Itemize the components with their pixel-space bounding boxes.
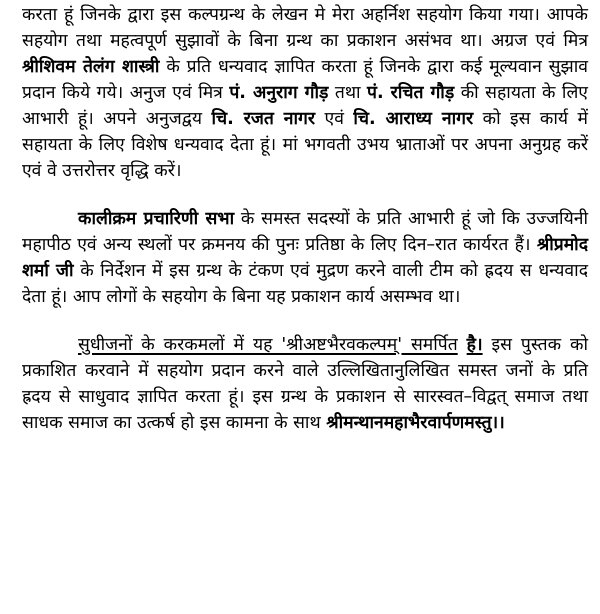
text-segment: तथा — [328, 83, 368, 103]
text-segment: के समस्त सदस्यों के प्रति आभारी हूं जो कि उज्जयिनी महापीठ एवं अन्य स्थलों पर क्रमनय की पुनः प्रतिष्ठा के लिए दिन–रात कार्यरत हैं। — [22, 209, 588, 255]
name-rachit-gaur: पं. रचित गौड़ — [367, 83, 455, 103]
name-kalikram-pracharini-sabha: कालीक्रम प्रचारिणी सभा — [78, 209, 235, 229]
dedication-underlined-text: सुधीजनों के करकमलों में यह 'श्रीअष्टभैरवकल्पम्' समर्पित — [78, 335, 458, 355]
name-anurag-gaur: पं. अनुराग गौड़ — [229, 83, 329, 103]
text-segment: की सहायता के लिए आभारी हूं। अपने अनुजद्वय — [22, 83, 588, 129]
name-rajat-nagar: चि. रजत नागर — [211, 109, 316, 129]
closing-invocation: श्रीमन्थानमहाभैरवार्पणमस्तु।। — [326, 413, 505, 433]
acknowledgement-paragraph-1 — [22, 2, 588, 184]
text-segment: के प्रति धन्यवाद ज्ञापित करता हूं जिनके द्वारा कई मूल्यवान सुझाव प्रदान किये गये। अनुज एवं मित्र — [22, 57, 588, 103]
text-segment: करता हूं जिनके द्वारा इस कल्पग्रन्थ के लेखन मे मेरा अहर्निश सहयोग किया गया। आपके सहयोग तथा महत्वपूर्ण सुझावों के बिना ग्रन्थ का प्रकाशन असंभव था। अग्रज एवं मित्र — [22, 5, 588, 51]
name-shivam-telang: श्रीशिवम तेलंग शास्त्री — [22, 57, 160, 77]
text-segment: को इस कार्य में सहायता के लिए विशेष धन्यवाद देता हूं। मां भगवती उभय भ्राताओं पर अपना अनुग्रह करें एवं वे उत्तरोत्तर वृद्धि करें। — [22, 109, 588, 181]
text-segment: के निर्देशन में इस ग्रन्थ के टंकण एवं मुद्रण करने वाली टीम को ह्रदय स धन्यवाद देता हूं। आप लोगों के सहयोग के बिना यह प्रकाशन कार्य असम्भव था। — [22, 261, 588, 307]
dedication-underlined-bold: है। — [466, 335, 483, 355]
acknowledgement-paragraph-2 — [22, 206, 588, 310]
dedication-paragraph — [22, 332, 588, 436]
text-segment: इस पुस्तक को प्रकाशित करवाने में सहयोग प्रदान करने वाले उल्लिखितानुलिखित समस्त जनों के प्रति ह्रदय से साधुवाद ज्ञापित करता हूं। इस ग्रन्थ के प्रकाशन से सारस्वत–विद्वत् समाज तथा साधक समाज का उत्कर्ष हो इस कामना के साथ — [22, 335, 588, 433]
text-segment: एवं — [315, 109, 354, 129]
name-pramod-sharma: श्रीप्रमोद शर्मा जी — [22, 235, 588, 281]
name-aradhya-nagar: चि. आराध्य नागर — [353, 109, 474, 129]
